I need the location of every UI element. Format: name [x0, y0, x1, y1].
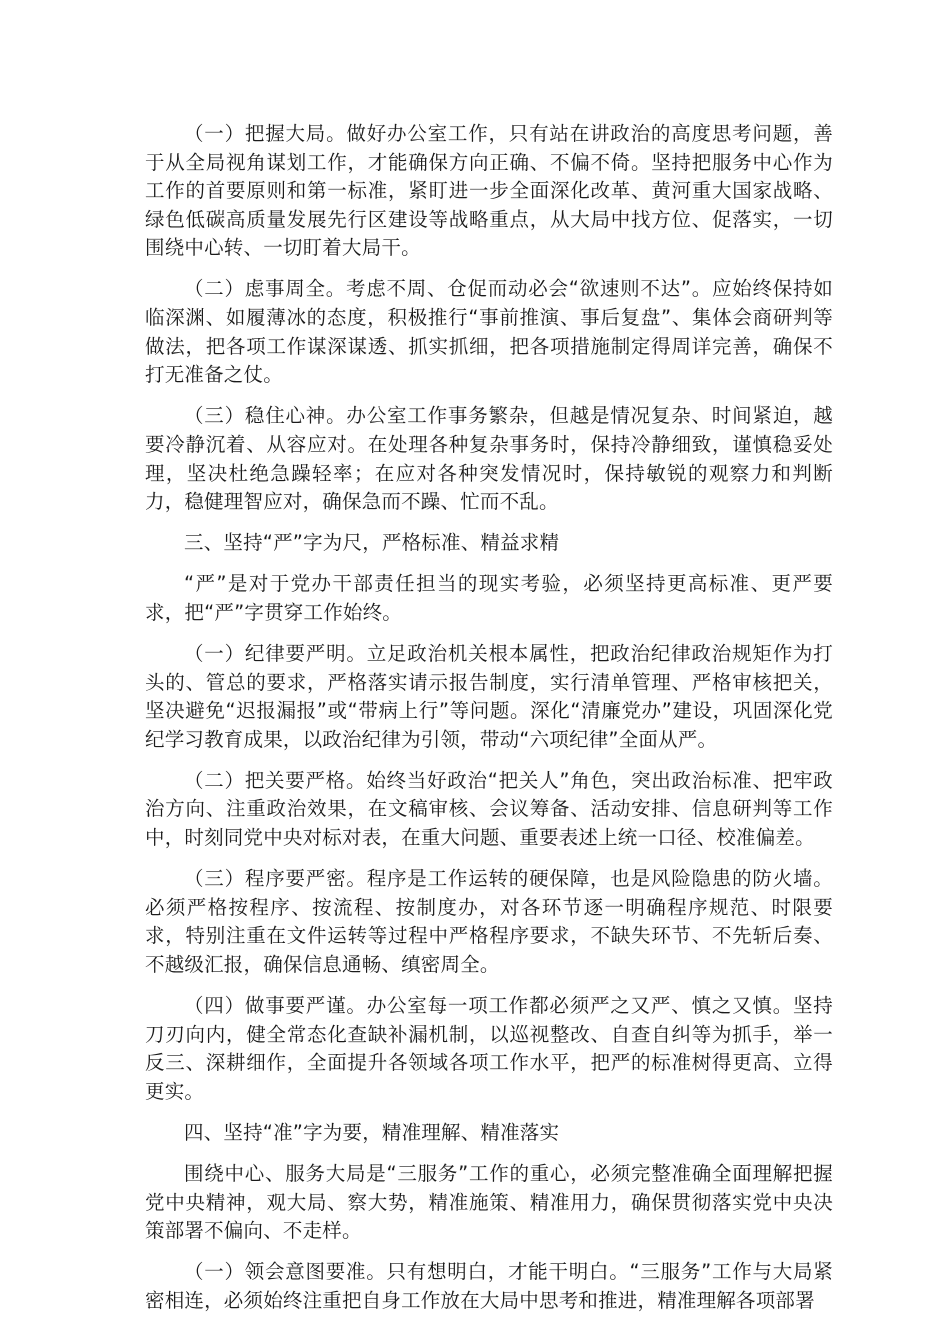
paragraph-strict-intro: “严”是对于党办干部责任担当的现实考验，必须坚持更高标准、更严要求，把“严”字贯穿工作始终。	[145, 572, 833, 624]
paragraph-steady-mind: （三）稳住心神。办公室工作事务繁杂，但越是情况复杂、时间紧迫，越要冷静沉着、从容应对。在处理各种复杂事务时，保持冷静细致，谨慎稳妥处理，坚决杜绝急躁轻率；在应对各种突发情况时，保持敏锐的观察力和判断力，稳健理智应对，确保急而不躁、忙而不乱。	[145, 404, 833, 514]
section-heading-precise: 四、坚持“准”字为要，精准理解、精准落实	[184, 1120, 560, 1144]
paragraph-grasp-overall: （一）把握大局。做好办公室工作，只有站在讲政治的高度思考问题，善于从全局视角谋划工作，才能确保方向正确、不偏不倚。坚持把服务中心作为工作的首要原则和第一标准，紧盯进一步全面深化改革、黄河重大国家战略、绿色低碳高质量发展先行区建设等战略重点，从大局中找方位、促落实，一切围绕中心转、一切盯着大局干。	[145, 122, 833, 260]
paragraph-precise-intro: 围绕中心、服务大局是“三服务”工作的重心，必须完整准确全面理解把握党中央精神，观大局、察大势，精准施策、精准用力，确保贯彻落实党中央决策部署不偏向、不走样。	[145, 1162, 833, 1243]
paragraph-thorough-consideration: （二）虑事周全。考虑不周、仓促而动必会“欲速则不达”。应始终保持如临深渊、如履薄冰的态度，积极推行“事前推演、事后复盘”、集体会商研判等做法，把各项工作谋深谋透、抓实抓细，把各项措施制定得周详完善，确保不打无准备之仗。	[145, 277, 833, 387]
paragraph-understand-intent: （一）领会意图要准。只有想明白，才能干明白。“三服务”工作与大局紧密相连，必须始终注重把自身工作放在大局中思考和推进，精准理解各项部署	[145, 1260, 833, 1312]
paragraph-discipline: （一）纪律要严明。立足政治机关根本属性，把政治纪律政治规矩作为打头的、管总的要求，严格落实请示报告制度，实行清单管理、严格审核把关，坚决避免“迟报漏报”或“带病上行”等问题。深化“清廉党办”建设，巩固深化党纪学习教育成果，以政治纪律为引领，带动“六项纪律”全面从严。	[145, 642, 833, 751]
paragraph-procedure: （三）程序要严密。程序是工作运转的硬保障，也是风险隐患的防火墙。必须严格按程序、按流程、按制度办，对各环节逐一明确程序规范、时限要求，特别注重在文件运转等过程中严格程序要求，不缺失环节、不先斩后奏、不越级汇报，确保信息通畅、缜密周全。	[145, 867, 833, 976]
document-body	[145, 120, 833, 1315]
paragraph-gatekeeping: （二）把关要严格。始终当好政治“把关人”角色，突出政治标准、把牢政治方向、注重政治效果，在文稿审核、会议筹备、活动安排、信息研判等工作中，时刻同党中央对标对表，在重大问题、重要表述上统一口径、校准偏差。	[145, 768, 833, 850]
paragraph-rigor: （四）做事要严谨。办公室每一项工作都必须严之又严、慎之又慎。坚持刀刃向内，健全常态化查缺补漏机制，以巡视整改、自查自纠等为抓手，举一反三、深耕细作，全面提升各领域各项工作水平，把严的标准树得更高、立得更实。	[145, 994, 833, 1103]
section-heading-strict: 三、坚持“严”字为尺，严格标准、精益求精	[184, 531, 560, 555]
